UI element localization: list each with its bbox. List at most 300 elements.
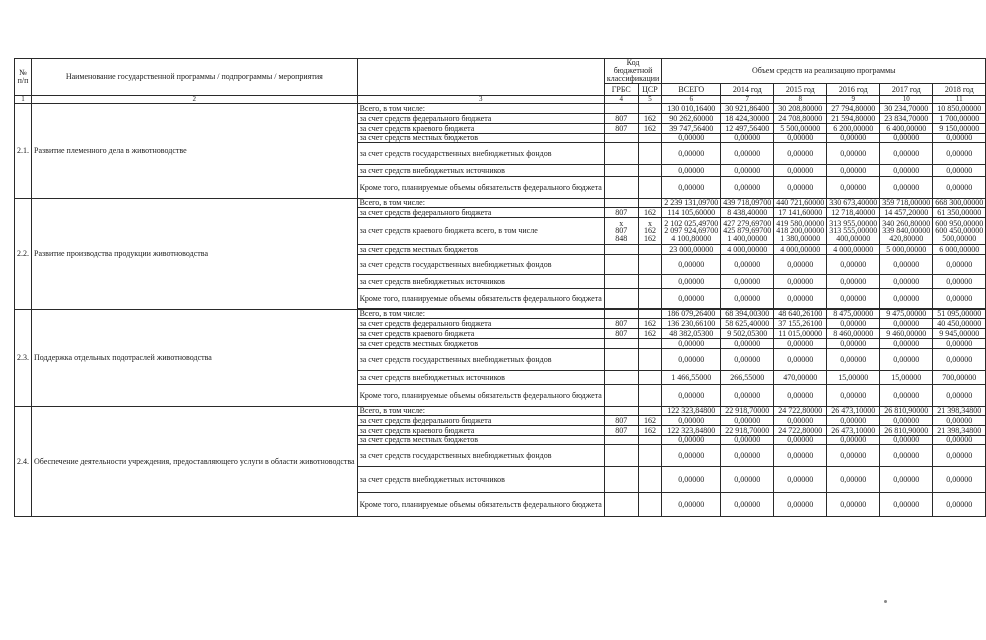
value-2018: 0,00000 [933,134,986,143]
grbs-code: 807 [604,426,638,436]
value-2018: 0,00000 [933,165,986,177]
value-2017: 0,00000 [880,143,933,165]
value-line: 427 279,69700 [723,218,772,228]
value-2017: 5 000,00000 [880,245,933,255]
grbs-code [604,407,638,416]
value-2016: 26 473,10000 [827,407,880,416]
value-2018: 1 700,00000 [933,114,986,124]
value-2018: 700,00000 [933,371,986,385]
value-2018: 6 000,00000 [933,245,986,255]
value-2014: 0,00000 [721,467,774,493]
header-no: № п/п [15,59,32,96]
value-total: 0,00000 [662,445,721,467]
value-2016: 0,00000 [827,339,880,349]
value-total: 0,00000 [662,436,721,445]
grbs-code [604,104,638,114]
column-number: 4 [604,96,638,104]
value-2015: 0,00000 [774,134,827,143]
source-label: Всего, в том числе: [357,407,604,416]
value-2018: 0,00000 [933,177,986,199]
value-2015: 470,00000 [774,371,827,385]
source-label: за счет средств государственных внебюджетных фондов [357,349,604,371]
value-total: 130 010,16400 [662,104,721,114]
source-label: за счет средств местных бюджетов [357,436,604,445]
value-2014: 22 918,70000 [721,426,774,436]
grbs-code: 807 [604,124,638,134]
csr-code [638,339,662,349]
value-2014: 0,00000 [721,385,774,407]
value-2017: 0,00000 [880,275,933,289]
value-2018: 0,00000 [933,255,986,275]
grbs-code [604,143,638,165]
source-label: за счет средств краевого бюджета [357,426,604,436]
grbs-code [604,165,638,177]
value-2017: 0,00000 [880,493,933,517]
value-2017: 0,00000 [880,445,933,467]
value-2018: 21 398,34800 [933,407,986,416]
header-total: ВСЕГО [662,84,721,96]
value-2014: 0,00000 [721,493,774,517]
csr-code [638,445,662,467]
value-2014: 0,00000 [721,349,774,371]
grbs-code [604,339,638,349]
csr-code [638,199,662,208]
grbs-code: 807 [604,416,638,426]
value-2017: 9 460,00000 [880,329,933,339]
value-2014: 9 502,05300 [721,329,774,339]
value-total: 114 105,60000 [662,208,721,218]
value-2016: 0,00000 [827,385,880,407]
value-2015: 24 722,80000 [774,407,827,416]
header-budget-code: Код бюджетной классификации [604,59,661,84]
value-2018: 21 398,34800 [933,426,986,436]
source-label: Кроме того, планируемые объемы обязательств федерального бюджета [357,177,604,199]
value-2015: 5 500,00000 [774,124,827,134]
csr-code [638,493,662,517]
value-2017: 9 475,00000 [880,310,933,319]
value-line: 1 400,00000 [727,233,768,243]
value-2017: 0,00000 [880,385,933,407]
value-2014: 12 497,56400 [721,124,774,134]
grbs-code-line: 848 [615,233,628,243]
value-2016: 8 475,00000 [827,310,880,319]
value-line: 418 200,00000 [776,226,825,236]
value-line: 339 840,00000 [882,226,931,236]
source-label: Кроме того, планируемые объемы обязательств федерального бюджета [357,385,604,407]
table-row [15,407,986,416]
value-total: 122 323,84800 [662,426,721,436]
grbs-code [604,177,638,199]
value-2017: 23 834,70000 [880,114,933,124]
csr-code: 162 [638,426,662,436]
value-2014: 4 000,00000 [721,245,774,255]
value-2017: 26 810,90000 [880,426,933,436]
value-2017: 15,00000 [880,371,933,385]
csr-code [638,218,662,245]
value-2017: 0,00000 [880,349,933,371]
value-2015: 24 708,80000 [774,114,827,124]
value-2016: 0,00000 [827,436,880,445]
header-name: Наименование государственной программы / подпрограммы / мероприятия [32,59,358,96]
value-2014: 68 394,00300 [721,310,774,319]
grbs-code [604,493,638,517]
value-line: 600 450,00000 [935,226,984,236]
value-2015: 30 208,80000 [774,104,827,114]
value-2015: 0,00000 [774,385,827,407]
csr-code: 162 [638,416,662,426]
value-2018: 0,00000 [933,143,986,165]
grbs-code [604,134,638,143]
source-label: за счет средств государственных внебюджетных фондов [357,445,604,467]
value-2014: 0,00000 [721,165,774,177]
csr-code: 162 [638,114,662,124]
csr-code [638,467,662,493]
value-2016: 6 200,00000 [827,124,880,134]
value-line: 425 879,69700 [723,226,772,236]
value-total: 0,00000 [662,289,721,309]
value-total: 0,00000 [662,416,721,426]
source-label: за счет средств федерального бюджета [357,319,604,329]
value-2017: 0,00000 [880,339,933,349]
value-2016: 0,00000 [827,275,880,289]
source-label: за счет средств федерального бюджета [357,114,604,124]
value-2018 [933,218,986,245]
csr-code [638,407,662,416]
source-label: за счет средств местных бюджетов [357,339,604,349]
csr-code [638,349,662,371]
value-2016: 27 794,80000 [827,104,880,114]
csr-code [638,104,662,114]
value-line: 313 955,00000 [829,218,878,228]
value-total: 0,00000 [662,165,721,177]
csr-code [638,134,662,143]
value-2018: 10 850,00000 [933,104,986,114]
csr-code: 162 [638,208,662,218]
value-total: 186 079,26400 [662,310,721,319]
value-2016: 0,00000 [827,289,880,309]
value-2015: 37 155,26100 [774,319,827,329]
grbs-code [604,385,638,407]
value-2015: 0,00000 [774,416,827,426]
value-total: 0,00000 [662,143,721,165]
source-label: за счет средств краевого бюджета [357,329,604,339]
value-2014: 0,00000 [721,177,774,199]
csr-code [638,143,662,165]
value-2018: 51 095,00000 [933,310,986,319]
value-2017: 359 718,00000 [880,199,933,208]
grbs-code [604,275,638,289]
column-number: 10 [880,96,933,104]
value-line: 2 102 025,49700 [664,218,719,228]
header-grbs: ГРБС [604,84,638,96]
value-2016: 26 473,10000 [827,426,880,436]
csr-code: 162 [638,124,662,134]
source-label: за счет средств внебюджетных источников [357,165,604,177]
value-line: 1 380,00000 [780,233,821,243]
value-2016: 0,00000 [827,467,880,493]
value-2017 [880,218,933,245]
value-2018: 0,00000 [933,467,986,493]
item-name: Развитие племенного дела в животноводстве [32,104,358,199]
value-2015: 4 000,00000 [774,245,827,255]
source-label: Кроме того, планируемые объемы обязательств федерального бюджета [357,493,604,517]
header-csr: ЦСР [638,84,662,96]
value-line: 600 950,00000 [935,218,984,228]
value-2014: 30 921,86400 [721,104,774,114]
source-label: за счет средств местных бюджетов [357,134,604,143]
value-2014: 266,55000 [721,371,774,385]
value-2015: 0,00000 [774,177,827,199]
value-2014: 22 918,70000 [721,407,774,416]
value-2017: 0,00000 [880,436,933,445]
value-2016: 0,00000 [827,143,880,165]
table-row [15,104,986,114]
header-year: 2014 год [721,84,774,96]
value-2015: 0,00000 [774,493,827,517]
value-total: 90 262,60000 [662,114,721,124]
value-2018: 0,00000 [933,436,986,445]
value-2018: 0,00000 [933,349,986,371]
grbs-code-line: x [619,218,624,228]
item-name: Обеспечение деятельности учреждения, предоставляющего услуги в области животноводства [32,407,358,517]
value-2015: 0,00000 [774,255,827,275]
value-2015: 0,00000 [774,289,827,309]
value-2017: 0,00000 [880,319,933,329]
value-2015: 11 015,00000 [774,329,827,339]
value-2016: 0,00000 [827,177,880,199]
value-total: 2 239 131,09700 [662,199,721,208]
value-line: 400,00000 [836,233,871,243]
value-2017: 30 234,70000 [880,104,933,114]
value-2015: 0,00000 [774,275,827,289]
csr-code [638,275,662,289]
value-2014: 8 438,40000 [721,208,774,218]
csr-code [638,371,662,385]
value-2015: 17 141,60000 [774,208,827,218]
value-2016: 0,00000 [827,165,880,177]
value-total: 23 000,00000 [662,245,721,255]
value-line: 420,80000 [889,233,924,243]
value-2014: 0,00000 [721,143,774,165]
grbs-code [604,436,638,445]
value-2014: 58 625,40000 [721,319,774,329]
value-2014: 0,00000 [721,255,774,275]
value-2015: 0,00000 [774,436,827,445]
grbs-code: 807 [604,329,638,339]
item-number: 2.1. [15,104,32,199]
value-total: 0,00000 [662,467,721,493]
value-2016: 4 000,00000 [827,245,880,255]
value-2015: 24 722,80000 [774,426,827,436]
csr-code [638,245,662,255]
source-label: за счет средств краевого бюджета всего, в том числе [357,218,604,245]
value-2015: 0,00000 [774,467,827,493]
value-2015: 48 640,26100 [774,310,827,319]
header-year: 2015 год [774,84,827,96]
value-2016: 0,00000 [827,255,880,275]
value-2017: 0,00000 [880,165,933,177]
value-2015: 0,00000 [774,165,827,177]
source-label: за счет средств внебюджетных источников [357,467,604,493]
value-2016: 330 673,40000 [827,199,880,208]
header-year: 2016 год [827,84,880,96]
value-total: 48 382,05300 [662,329,721,339]
value-2016: 0,00000 [827,493,880,517]
value-2018: 0,00000 [933,275,986,289]
csr-code: 162 [638,329,662,339]
source-label: за счет средств государственных внебюджетных фондов [357,255,604,275]
value-2016: 21 594,80000 [827,114,880,124]
value-2018: 61 350,00000 [933,208,986,218]
source-label: за счет средств федерального бюджета [357,416,604,426]
value-2018: 9 150,00000 [933,124,986,134]
column-number: 8 [774,96,827,104]
grbs-code [604,310,638,319]
column-number: 1 [15,96,32,104]
value-total: 0,00000 [662,349,721,371]
value-2016: 15,00000 [827,371,880,385]
grbs-code [604,218,638,245]
column-number: 3 [357,96,604,104]
column-number: 7 [721,96,774,104]
grbs-code [604,371,638,385]
value-2014: 439 718,09700 [721,199,774,208]
column-number: 2 [32,96,358,104]
value-2018: 0,00000 [933,445,986,467]
value-2018: 0,00000 [933,416,986,426]
value-2017: 14 457,20000 [880,208,933,218]
value-total: 0,00000 [662,134,721,143]
value-2016 [827,218,880,245]
value-2017: 0,00000 [880,289,933,309]
value-2015: 440 721,60000 [774,199,827,208]
value-2017: 0,00000 [880,416,933,426]
item-number: 2.2. [15,199,32,310]
value-2016: 0,00000 [827,445,880,467]
value-2018: 40 450,00000 [933,319,986,329]
value-line: 500,00000 [942,233,977,243]
value-2017: 0,00000 [880,177,933,199]
grbs-code-line: 807 [615,226,628,236]
value-2018: 9 945,00000 [933,329,986,339]
csr-code [638,177,662,199]
grbs-code [604,199,638,208]
value-2015: 0,00000 [774,143,827,165]
csr-code [638,385,662,407]
value-2017: 0,00000 [880,255,933,275]
value-2014: 0,00000 [721,339,774,349]
csr-code: 162 [638,319,662,329]
value-total: 0,00000 [662,339,721,349]
csr-code-line: x [647,218,652,228]
column-number: 6 [662,96,721,104]
value-2016: 0,00000 [827,319,880,329]
csr-code [638,436,662,445]
value-line: 4 100,80000 [671,233,712,243]
csr-code [638,255,662,275]
source-label: за счет средств краевого бюджета [357,124,604,134]
value-2014: 0,00000 [721,416,774,426]
item-number: 2.4. [15,407,32,517]
source-label: за счет средств местных бюджетов [357,245,604,255]
source-label: за счет средств федерального бюджета [357,208,604,218]
value-2015: 0,00000 [774,339,827,349]
header-year: 2018 год [933,84,986,96]
value-2014: 0,00000 [721,289,774,309]
grbs-code [604,445,638,467]
value-2017: 0,00000 [880,467,933,493]
value-total: 122 323,84800 [662,407,721,416]
value-total: 39 747,56400 [662,124,721,134]
grbs-code: 807 [604,114,638,124]
value-total: 1 466,55000 [662,371,721,385]
program-funding-table [14,58,986,517]
value-total: 0,00000 [662,385,721,407]
source-label: за счет средств государственных внебюджетных фондов [357,143,604,165]
value-2015 [774,218,827,245]
value-2014: 0,00000 [721,275,774,289]
source-label: Кроме того, планируемые объемы обязательств федерального бюджета [357,289,604,309]
value-total: 0,00000 [662,493,721,517]
grbs-code: 807 [604,208,638,218]
grbs-code [604,255,638,275]
value-2016: 0,00000 [827,134,880,143]
value-line: 340 260,80000 [882,218,931,228]
item-number: 2.3. [15,310,32,407]
value-2014 [721,218,774,245]
column-number: 11 [933,96,986,104]
csr-code [638,289,662,309]
value-total: 0,00000 [662,275,721,289]
value-2014: 18 424,30000 [721,114,774,124]
value-2017: 26 810,90000 [880,407,933,416]
header-volume: Объем средств на реализацию программы [662,59,986,84]
source-label: Всего, в том числе: [357,310,604,319]
csr-code [638,165,662,177]
grbs-code [604,289,638,309]
header-year: 2017 год [880,84,933,96]
column-number: 9 [827,96,880,104]
value-2016: 12 718,40000 [827,208,880,218]
item-name: Развитие производства продукции животноводства [32,199,358,310]
value-2015: 0,00000 [774,349,827,371]
grbs-code [604,349,638,371]
header-source [357,59,604,96]
value-2018: 668 300,00000 [933,199,986,208]
value-2018: 0,00000 [933,385,986,407]
value-line: 313 555,00000 [829,226,878,236]
value-total: 136 230,66100 [662,319,721,329]
csr-code [638,310,662,319]
source-label: Всего, в том числе: [357,199,604,208]
csr-code-line: 162 [643,233,656,243]
value-total: 0,00000 [662,177,721,199]
value-2017: 6 400,00000 [880,124,933,134]
value-line: 419 580,00000 [776,218,825,228]
value-line: 2 097 924,69700 [664,226,719,236]
grbs-code [604,467,638,493]
value-2018: 0,00000 [933,339,986,349]
table-row [15,310,986,319]
value-2018: 0,00000 [933,289,986,309]
csr-code-line: 162 [643,226,656,236]
value-2016: 0,00000 [827,349,880,371]
value-2016: 8 460,00000 [827,329,880,339]
value-2017: 0,00000 [880,134,933,143]
value-2014: 0,00000 [721,134,774,143]
item-name: Поддержка отдельных подотраслей животноводства [32,310,358,407]
value-2014: 0,00000 [721,436,774,445]
